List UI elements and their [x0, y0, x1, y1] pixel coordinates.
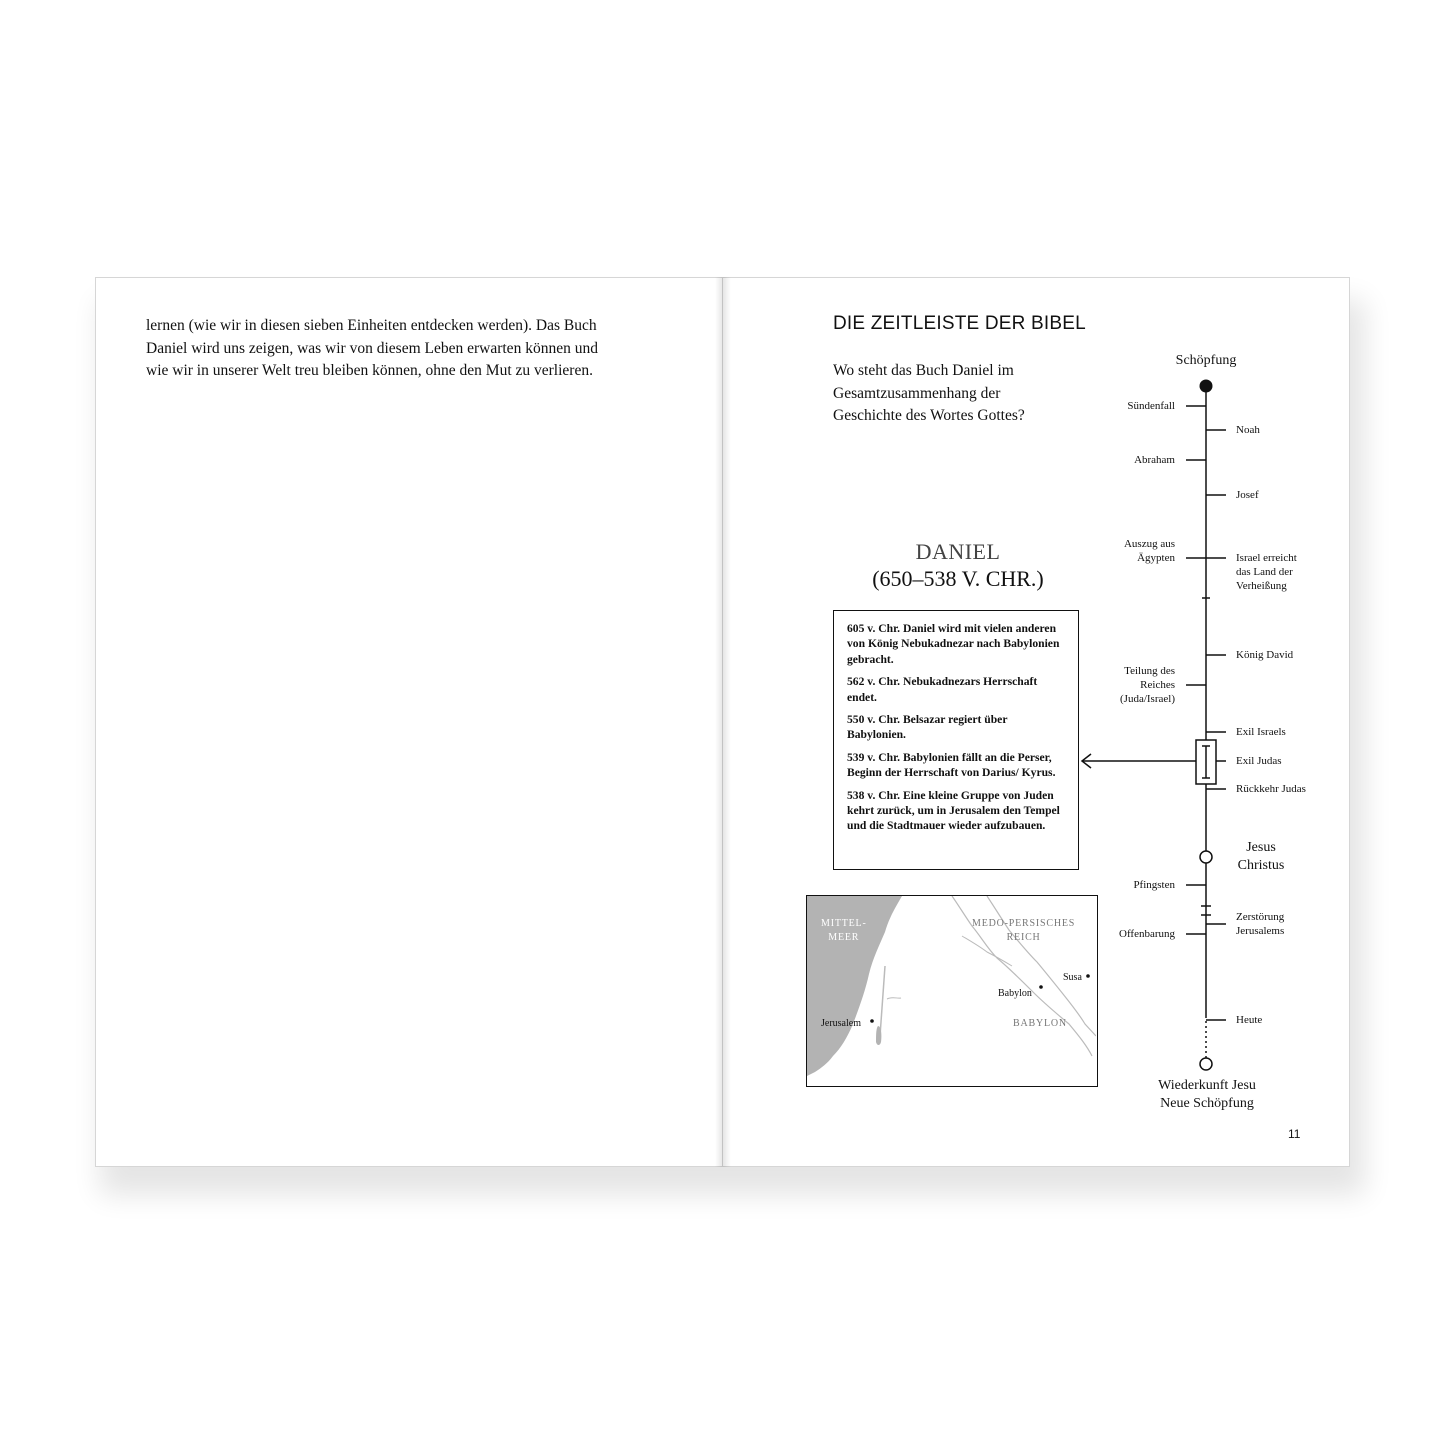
sea-label-line: MITTEL-	[821, 918, 867, 929]
label-line: Auszug aus	[1123, 538, 1175, 550]
label-line: das Land der	[1236, 566, 1293, 578]
empire-label-line: REICH	[1006, 932, 1041, 943]
label-suendenfall: Sündenfall	[1127, 400, 1175, 412]
label-noah: Noah	[1236, 424, 1260, 436]
event-item: 605 v. Chr. Daniel wird mit vielen anderen von König Nebukadnezar nach Babylonien gebracht.	[847, 622, 1060, 666]
right-page	[722, 277, 1350, 1167]
timeline-end-label	[1136, 1077, 1278, 1113]
label-teilung	[1083, 664, 1175, 706]
event-item: 539 v. Chr. Babylonien fällt an die Perser, Beginn der Herrschaft von Darius/ Kyrus.	[847, 750, 1056, 780]
susa-label: Susa	[1063, 972, 1082, 983]
label-line: Ägypten	[1137, 552, 1175, 564]
label-line: Zerstörung	[1236, 911, 1285, 923]
page-number: 11	[1288, 1127, 1301, 1141]
label-abraham: Abraham	[1134, 454, 1175, 466]
label-line: Neue Schöpfung	[1160, 1096, 1254, 1111]
empire-label-line: MEDO-PERSISCHES	[972, 918, 1076, 929]
label-josef: Josef	[1236, 489, 1259, 501]
page-title: DIE ZEITLEISTE DER BIBEL	[833, 313, 1086, 334]
timeline-graphic	[723, 278, 1351, 1168]
sea-label-line: MEER	[828, 932, 860, 943]
label-line: Jerusalems	[1236, 925, 1285, 937]
jerusalem-label: Jerusalem	[821, 1018, 861, 1029]
babylon-city-label: Babylon	[998, 988, 1032, 999]
event-item: 538 v. Chr. Eine kleine Gruppe von Juden kehrt zurück, um in Jerusalem den Tempel und die Stadtmauer wieder aufzubauen.	[847, 788, 1060, 833]
daniel-name: DANIEL	[915, 539, 1001, 564]
label-auszug	[1083, 537, 1175, 565]
label-line: Jesus	[1246, 840, 1276, 855]
label-line: Verheißung	[1236, 580, 1287, 592]
jesus-label	[1221, 839, 1301, 875]
daniel-dates: (650–538 V. CHR.)	[872, 566, 1044, 591]
event-item: 562 v. Chr. Nebukadnezars Herrschaft endet.	[847, 675, 1038, 704]
label-israel	[1236, 551, 1297, 593]
label-exil-judas: Exil Judas	[1236, 755, 1282, 767]
label-rueckkehr: Rückkehr Judas	[1236, 783, 1306, 795]
label-line: Christus	[1237, 858, 1285, 873]
label-line: Reiches	[1140, 679, 1175, 691]
left-page	[95, 277, 723, 1167]
jesus-circle	[1200, 851, 1212, 863]
end-circle	[1200, 1058, 1212, 1070]
label-heute: Heute	[1236, 1014, 1263, 1026]
label-pfingsten: Pfingsten	[1133, 879, 1175, 891]
book-spread	[95, 277, 1350, 1167]
label-exil-israels: Exil Israels	[1236, 726, 1286, 738]
label-line: Israel erreicht	[1236, 552, 1297, 564]
label-line: Wiederkunft Jesu	[1158, 1078, 1256, 1093]
babylon-region-label: BABYLON	[1013, 1018, 1067, 1029]
creation-dot	[1200, 380, 1213, 393]
body-paragraph: lernen (wie wir in diesen sieben Einheiten entdecken werden). Das Buch Daniel wird uns zeigen, was wir von diesem Leben erwarten können und wie wir in unserer Welt treu bleiben können, ohne den Mut zu verlieren.	[146, 317, 598, 379]
label-offenbarung: Offenbarung	[1119, 928, 1175, 940]
book-gutter	[715, 277, 731, 1167]
event-item: 550 v. Chr. Belsazar regiert über Babylonien.	[847, 713, 1008, 742]
timeline-start-label: Schöpfung	[1175, 353, 1237, 368]
label-line: Teilung des	[1124, 665, 1175, 677]
intro-question: Wo steht das Buch Daniel im Gesamtzusammenhang der Geschichte des Wortes Gottes?	[833, 362, 1025, 424]
label-line: (Juda/Israel)	[1120, 693, 1175, 705]
label-zerstoerung	[1236, 910, 1284, 938]
label-david: König David	[1236, 649, 1294, 661]
